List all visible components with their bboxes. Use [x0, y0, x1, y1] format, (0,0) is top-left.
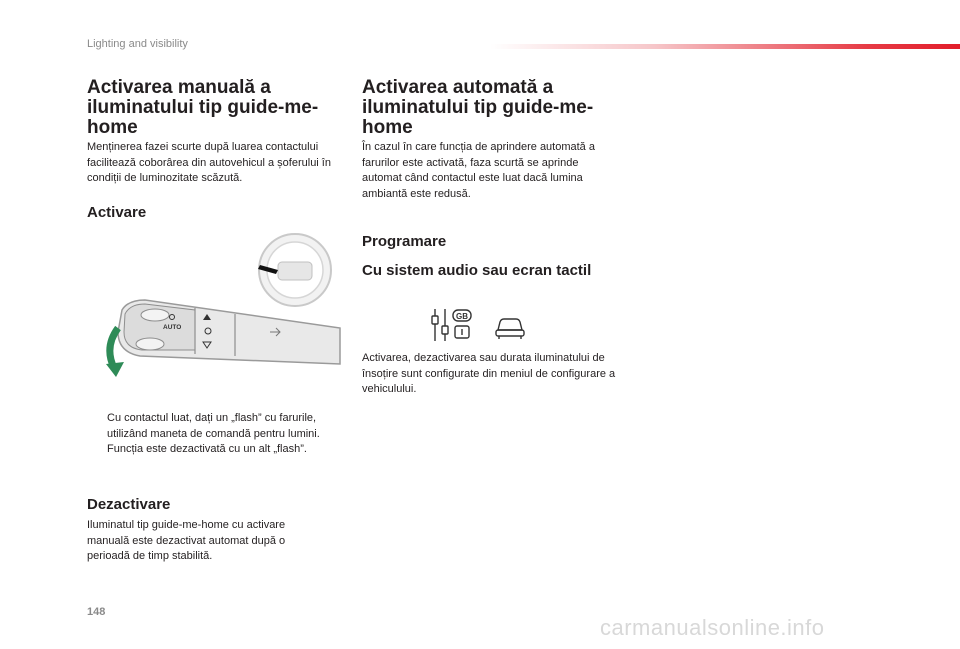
config-text: Activarea, dezactivarea sau durata iluminatului de însoțire sunt configurate din meniul de configurare a vehiculului. [362, 352, 616, 395]
watermark: carmanualsonline.info [600, 615, 825, 640]
right-title: Activarea automată a iluminatului tip guide-me-home [362, 77, 594, 138]
config-icons [430, 306, 530, 351]
language-badge: GB [456, 312, 468, 321]
left-title: Activarea manuală a iluminatului tip guide-me-home [87, 77, 319, 138]
left-intro: Menținerea fazei scurte după luarea contactului facilitează coborârea din autovehicul a șoferului în condiții de luminozitate scăzută. [87, 141, 331, 184]
activation-heading: Activare [87, 204, 147, 221]
programming-heading: Programare [362, 233, 447, 250]
deactivation-heading: Dezactivare [87, 496, 171, 513]
car-icon [496, 319, 524, 339]
list-item: Cu contactul luat, dați un „flash” cu farurile, utilizând maneta de comandă pentru lumini. [107, 412, 320, 440]
pull-direction-arrow [110, 328, 118, 368]
header-section-label: Lighting and visibility [87, 38, 188, 50]
deactivation-text: Iluminatul tip guide-me-home cu activare manuală este dezactivat automat după o perioadă de timp stabilită. [87, 519, 286, 562]
list-item: Funcția este dezactivată cu un alt „flash”. [107, 443, 307, 455]
stalk-body [118, 300, 340, 364]
lighting-stalk-illustration [100, 232, 345, 382]
settings-sliders-icon [432, 309, 471, 341]
page-number: 148 [87, 606, 106, 618]
auto-label: AUTO [163, 324, 182, 331]
audio-touchscreen-subheading: Cu sistem audio sau ecran tactil [362, 262, 592, 279]
activation-steps [87, 411, 342, 458]
right-intro: În cazul în care funcția de aprindere automată a farurilor este activată, faza scurtă se aprinde automat când contactul este luat dacă lumina ambiantă este redusă. [362, 141, 595, 200]
header-accent-bar [490, 44, 960, 49]
